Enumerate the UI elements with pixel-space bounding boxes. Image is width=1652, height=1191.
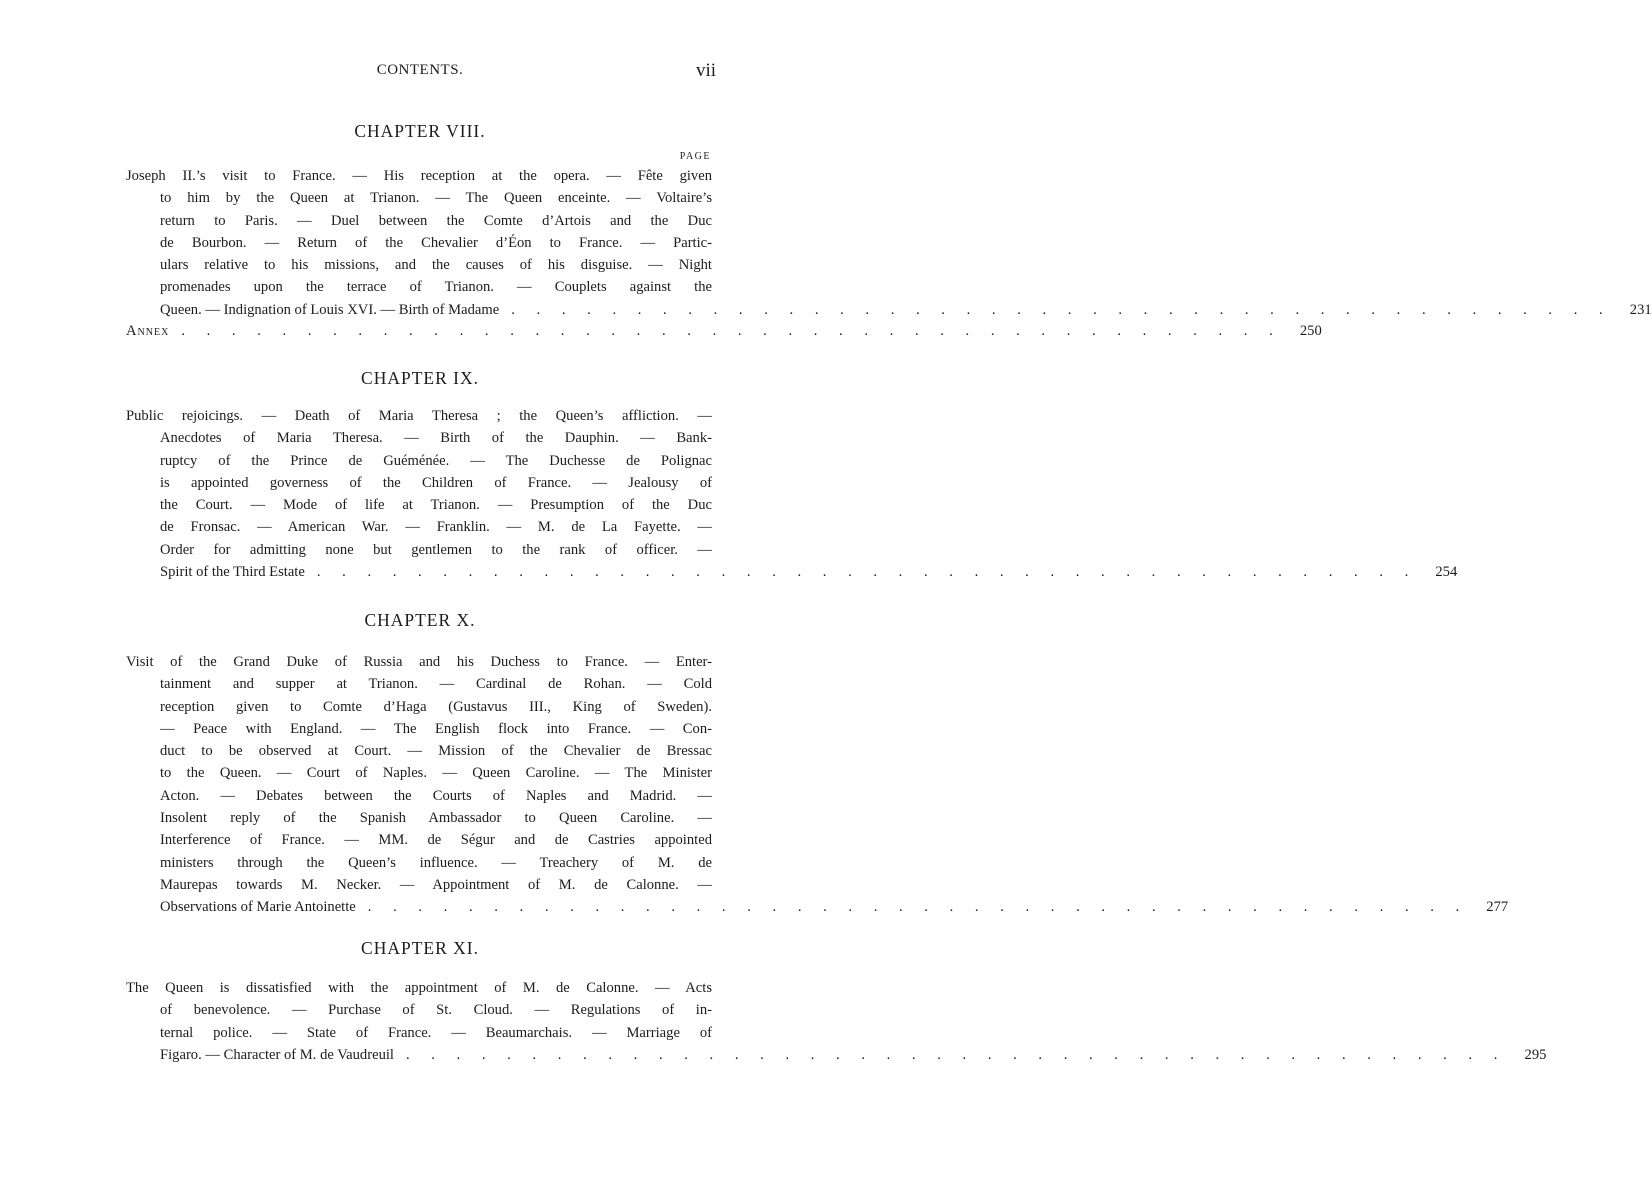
toc-line-last <box>126 320 1322 342</box>
toc-line: ulars relative to his missions, and the causes of his disguise. — Night <box>160 257 712 274</box>
toc-line: tainment and supper at Trianon. — Cardinal de Rohan. — Cold <box>160 676 712 693</box>
chapter-8-title: CHAPTER VIII. <box>354 121 486 141</box>
chapter-9-page: 254 <box>1435 564 1458 581</box>
page-number: vii <box>695 60 716 81</box>
toc-line: Maurepas towards M. Necker. — Appointment of M. de Calonne. — <box>160 876 712 893</box>
running-title: CONTENTS. <box>376 62 464 78</box>
annex-label: Annex <box>126 323 170 339</box>
toc-line-text: Observations of Marie Antoinette <box>160 899 356 916</box>
toc-line: de Fronsac. — American War. — Franklin. — M. de La Fayette. — <box>160 519 712 536</box>
chapter-11-title: CHAPTER XI. <box>361 938 479 958</box>
toc-line: — Peace with England. — The English flock into France. — Con- <box>160 720 712 737</box>
chapter-8-entry <box>126 165 1652 321</box>
toc-line: ternal police. — State of France. — Beaumarchais. — Marriage of <box>160 1024 712 1041</box>
running-head <box>0 62 840 84</box>
toc-line: of benevolence. — Purchase of St. Cloud. — Regulations of in- <box>160 1002 712 1019</box>
dot-leader: . . . . . . . . . . . . . . . . . . . . . . . . . . . . . . . . . . . . . . . . . . . . <box>181 323 1282 339</box>
chapter-9-entry <box>126 405 1458 583</box>
dot-leader: . . . . . . . . . . . . . . . . . . . . . . . . . . . . . . . . . . . . . . . . . . . . <box>511 301 1612 318</box>
toc-line-text: Spirit of the Third Estate <box>160 564 305 581</box>
dot-leader: . . . . . . . . . . . . . . . . . . . . . . . . . . . . . . . . . . . . . . . . . . . . <box>367 899 1469 916</box>
toc-line-last <box>126 299 1652 321</box>
toc-line: promenades upon the terrace of Trianon. — Couplets against the <box>160 279 712 296</box>
toc-line: reception given to Comte d’Haga (Gustavus III., King of Sweden). <box>160 698 712 715</box>
toc-line: return to Paris. — Duel between the Comte d’Artois and the Duc <box>160 212 712 229</box>
chapter-10-page: 277 <box>1486 899 1509 916</box>
toc-line: Anecdotes of Maria Theresa. — Birth of the Dauphin. — Bank- <box>160 430 712 447</box>
annex-page: 250 <box>1299 323 1322 339</box>
chapter-10-entry <box>126 651 1509 919</box>
toc-line: Acton. — Debates between the Courts of Naples and Madrid. — <box>160 787 712 804</box>
page-column-label: PAGE <box>679 151 711 162</box>
toc-line: Public rejoicings. — Death of Maria Theresa ; the Queen’s affliction. — <box>126 408 712 424</box>
toc-line: Interference of France. — MM. de Ségur and de Castries appointed <box>160 832 712 849</box>
toc-line: Visit of the Grand Duke of Russia and his Duchess to France. — Enter- <box>126 654 712 670</box>
toc-line-last <box>126 561 1458 583</box>
chapter-9-title: CHAPTER IX. <box>361 368 479 388</box>
toc-line: The Queen is dissatisfied with the appointment of M. de Calonne. — Acts <box>126 980 712 996</box>
chapter-10-title: CHAPTER X. <box>364 610 476 630</box>
annex-entry <box>126 320 1322 342</box>
toc-line: ministers through the Queen’s influence. — Treachery of M. de <box>160 854 712 871</box>
toc-line: to him by the Queen at Trianon. — The Queen enceinte. — Voltaire’s <box>160 190 712 207</box>
toc-line-text: Figaro. — Character of M. de Vaudreuil <box>160 1046 394 1063</box>
toc-line: to the Queen. — Court of Naples. — Queen Caroline. — The Minister <box>160 765 712 782</box>
chapter-8-page: 231 <box>1629 301 1652 318</box>
toc-line-last <box>126 896 1509 918</box>
toc-line: Joseph II.’s visit to France. — His reception at the opera. — Fête given <box>126 168 712 184</box>
chapter-11-page: 295 <box>1524 1046 1547 1063</box>
dot-leader: . . . . . . . . . . . . . . . . . . . . . . . . . . . . . . . . . . . . . . . . . . . . <box>405 1046 1507 1063</box>
toc-line: duct to be observed at Court. — Mission of the Chevalier de Bressac <box>160 743 712 760</box>
toc-line: is appointed governess of the Children of France. — Jealousy of <box>160 474 712 491</box>
toc-line: de Bourbon. — Return of the Chevalier d’Éon to France. — Partic- <box>160 234 712 251</box>
toc-line: Order for admitting none but gentlemen to the rank of officer. — <box>160 541 712 558</box>
toc-line: ruptcy of the Prince de Guéménée. — The Duchesse de Polignac <box>160 452 712 469</box>
toc-line: Insolent reply of the Spanish Ambassador to Queen Caroline. — <box>160 810 712 827</box>
toc-line: the Court. — Mode of life at Trianon. — Presumption of the Duc <box>160 497 712 514</box>
chapter-11-entry <box>126 977 1547 1066</box>
dot-leader: . . . . . . . . . . . . . . . . . . . . . . . . . . . . . . . . . . . . . . . . . . . . <box>316 564 1418 581</box>
toc-line-text: Queen. — Indignation of Louis XVI. — Birth of Madame <box>160 301 500 318</box>
toc-line-last <box>126 1044 1547 1066</box>
